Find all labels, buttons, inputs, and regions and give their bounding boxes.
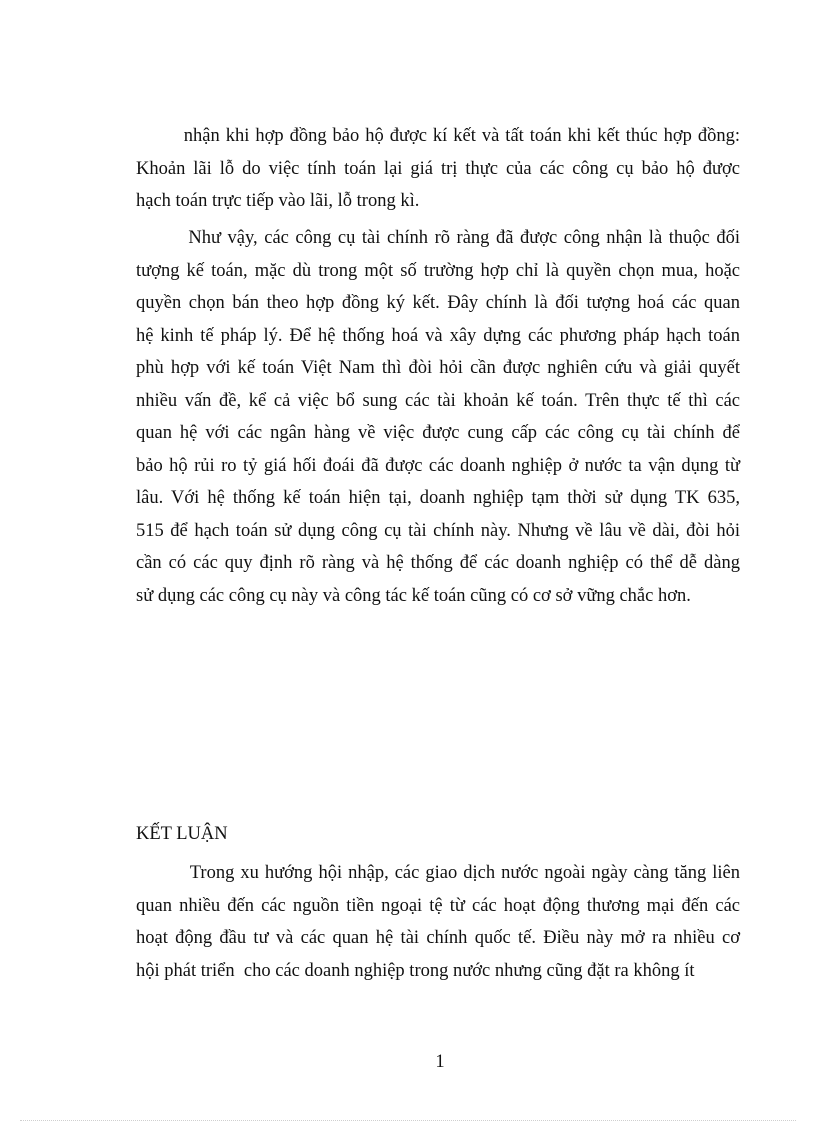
paragraph-line: tượng kế toán, mặc dù trong một số trường hợp chỉ là quyền chọn mua, hoặc [136, 260, 740, 281]
paragraph-line: Khoản lãi lỗ do việc tính toán lại giá trị thực của các công cụ bảo hộ được [136, 158, 740, 179]
paragraph-line: quan nhiều đến các nguồn tiền ngoại tệ từ các hoạt động thương mại đến các [136, 895, 740, 916]
paragraph-2 [136, 222, 740, 612]
page-number: 1 [435, 1052, 445, 1072]
section-heading: KẾT LUẬN [136, 824, 228, 844]
paragraph-line: quan hệ với các ngân hàng về việc được cung cấp các công cụ tài chính để [136, 423, 740, 443]
paragraph-line: lâu. Với hệ thống kế toán hiện tại, doanh nghiệp tạm thời sử dụng TK 635, [136, 488, 740, 508]
paragraph-line: sử dụng các công cụ này và công tác kế toán cũng có cơ sở vững chắc hơn. [136, 585, 691, 606]
paragraph-line: nhận khi hợp đồng bảo hộ được kí kết và tất toán khi kết thúc hợp đồng: [136, 126, 740, 146]
paragraph-line: hội phát triển cho các doanh nghiệp trong nước nhưng cũng đặt ra không ít [136, 960, 695, 981]
paragraph-line: Trong xu hướng hội nhập, các giao dịch nước ngoài ngày càng tăng liên [136, 863, 740, 883]
paragraph-1 [136, 120, 740, 218]
page-bottom-divider [20, 1120, 796, 1121]
paragraph-line: hoạt động đầu tư và các quan hệ tài chính quốc tế. Điều này mở ra nhiều cơ [136, 928, 740, 948]
paragraph-line: hạch toán trực tiếp vào lãi, lỗ trong kì. [136, 191, 420, 211]
paragraph-line: bảo hộ rủi ro tỷ giá hối đoái đã được các doanh nghiệp ở nước ta vận dụng từ [136, 455, 740, 476]
paragraph-line: quyền chọn bán theo hợp đồng ký kết. Đây chính là đối tượng hoá các quan [136, 293, 740, 313]
paragraph-line: cần có các quy định rõ ràng và hệ thống để các doanh nghiệp có thể dễ dàng [136, 553, 740, 573]
paragraph-line: 515 để hạch toán sử dụng công cụ tài chính này. Nhưng về lâu về dài, đòi hỏi [136, 520, 740, 541]
paragraph-3 [136, 857, 740, 987]
paragraph-line: Như vậy, các công cụ tài chính rõ ràng đã được công nhận là thuộc đối [136, 228, 740, 248]
paragraph-line: nhiều vấn đề, kể cả việc bổ sung các tài khoản kế toán. Trên thực tế thì các [136, 390, 740, 411]
paragraph-line: phù hợp với kế toán Việt Nam thì đòi hỏi cần được nghiên cứu và giải quyết [136, 358, 740, 378]
paragraph-line: hệ kinh tế pháp lý. Để hệ thống hoá và xây dựng các phương pháp hạch toán [136, 325, 740, 346]
